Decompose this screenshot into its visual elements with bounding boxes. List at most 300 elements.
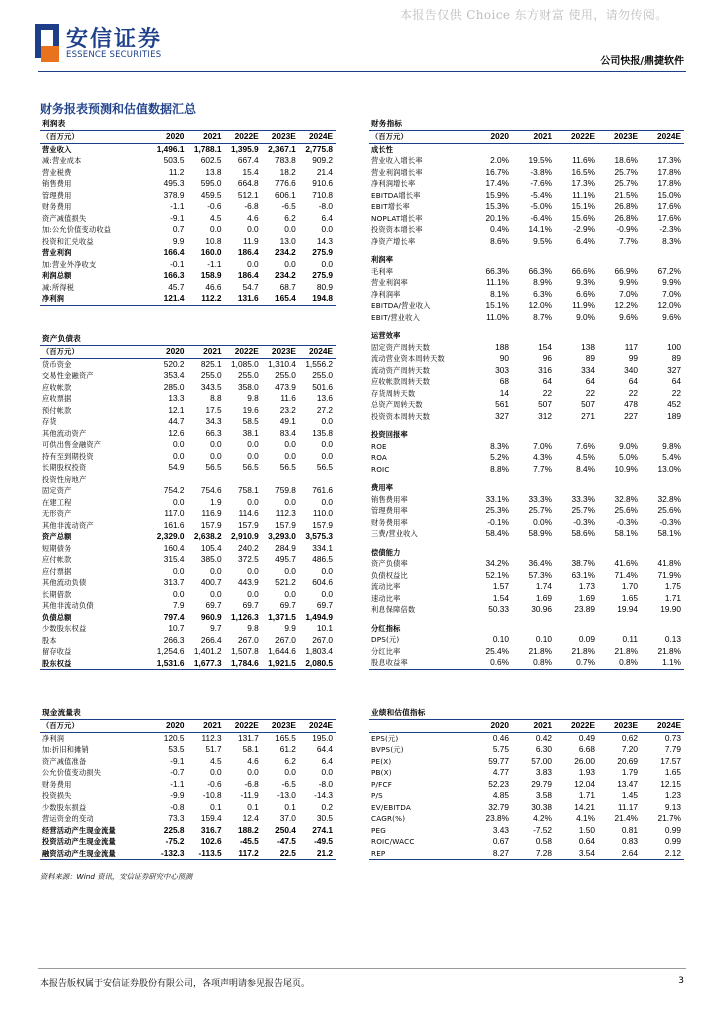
row-value: 14.3: [316, 235, 333, 246]
section-gap: [369, 422, 684, 429]
document-title: 财务报表预测和估值数据汇总: [40, 102, 197, 116]
row-value: 0.0: [247, 767, 259, 777]
row-value: 68.7: [279, 281, 296, 292]
row-value: -3.8%: [530, 166, 552, 177]
row-label: 资产减值准备: [42, 756, 87, 766]
table-row: [369, 300, 684, 312]
row-value: 0.0: [321, 450, 333, 461]
row-value: 7.0%: [619, 288, 638, 299]
row-value: 754.2: [163, 485, 185, 495]
row-value: 8.7%: [533, 311, 552, 322]
row-value: 12.0%: [657, 300, 681, 310]
row-label: 销售费用: [42, 179, 72, 188]
row-value: 112.2: [187, 293, 224, 305]
row-value: 0.0: [321, 439, 333, 449]
row-label: 净利润: [40, 293, 150, 305]
row-value: 8.9%: [533, 277, 552, 287]
row-value: 0.58: [535, 836, 552, 846]
year-header: 2021: [187, 346, 224, 359]
row-value: 7.7%: [619, 235, 638, 246]
row-value: 6.3%: [533, 288, 552, 299]
row-label: 存货: [42, 417, 57, 426]
row-value: 0.0: [284, 450, 296, 461]
row-value: 0.8%: [598, 657, 641, 669]
row-value: 157.9: [312, 519, 333, 530]
row-value: -6.8: [244, 201, 259, 211]
row-value: 0.0: [247, 224, 259, 234]
section-header: 分红指标: [371, 623, 401, 633]
row-value: 73.3: [168, 813, 185, 823]
row-value: 64.4: [316, 744, 333, 754]
row-value: 4.6: [247, 212, 259, 223]
row-value: -132.3: [150, 848, 187, 860]
row-value: 1,644.6: [268, 646, 296, 656]
row-value: 0.0: [284, 496, 296, 507]
row-value: 316.7: [200, 824, 222, 835]
row-value: 1,494.9: [305, 611, 333, 622]
row-value: 1,401.2: [193, 646, 222, 656]
section-header: 运营效率: [371, 331, 401, 340]
row-value: 57.00: [531, 755, 552, 766]
row-value: 1,531.6: [150, 658, 187, 670]
table-row: [40, 293, 336, 305]
row-value: 99: [628, 353, 638, 363]
row-label: 经营活动产生现金流量: [42, 825, 116, 835]
table-row: [369, 634, 684, 646]
table-row: [40, 155, 336, 167]
row-value: 1.75: [664, 581, 681, 591]
row-value: 6.4: [321, 212, 333, 223]
unit-label: （百万元）: [369, 131, 469, 144]
table-title-row: [369, 706, 684, 720]
table-row: [40, 658, 336, 670]
row-value: 271: [581, 410, 595, 421]
row-value: 1,784.6: [225, 658, 262, 670]
row-value: 2,775.8: [305, 143, 333, 154]
row-value: 521.2: [275, 577, 296, 587]
row-value: 20.1%: [485, 212, 509, 223]
column-header-row: [369, 720, 684, 733]
row-value: 602.5: [200, 155, 222, 165]
row-label: 持有至到期投资: [42, 451, 94, 461]
row-value: 10.1: [316, 623, 333, 633]
row-value: 21.2: [299, 848, 336, 860]
row-value: 41.8%: [657, 558, 681, 568]
row-value: 0.4%: [490, 224, 509, 234]
table-row: [40, 520, 336, 532]
table-row: [40, 577, 336, 589]
distribution-notice: 本报告仅供 Choice 东方财富 使用，请勿传阅。: [400, 8, 668, 22]
row-value: 13.8: [205, 166, 222, 177]
row-label: 营业利润率: [371, 278, 408, 287]
row-value: 121.4: [150, 293, 187, 305]
logo-english-name: ESSENCE SECURITIES: [66, 50, 162, 60]
row-value: 275.9: [312, 247, 333, 257]
row-value: -7.52: [533, 824, 552, 835]
row-label: 分红比率: [371, 646, 401, 656]
row-value: 0.0: [247, 565, 259, 576]
table-row: [369, 581, 684, 593]
row-value: 30.38: [531, 801, 552, 812]
section-header: 偿债能力: [371, 547, 401, 557]
table-title: 资产负债表: [40, 332, 336, 346]
row-value: 157.9: [200, 519, 222, 530]
table-row: [40, 531, 336, 543]
row-value: 240.2: [237, 542, 259, 553]
row-value: 267.0: [237, 634, 259, 645]
row-value: 138: [581, 341, 595, 352]
section-gap: [369, 475, 684, 482]
row-value: 64: [585, 376, 595, 386]
row-value: 11.6: [280, 393, 296, 403]
row-value: 58.1: [242, 744, 259, 754]
row-value: 501.6: [312, 381, 333, 392]
row-value: 2,638.2: [193, 531, 222, 541]
table-row: [369, 277, 684, 289]
row-value: 0.1: [247, 801, 259, 812]
section-gap: [369, 323, 684, 330]
row-label: 预付帐款: [42, 405, 72, 415]
row-value: 14: [499, 387, 509, 398]
row-value: 0.99: [664, 824, 682, 835]
row-value: 9.8: [247, 393, 259, 403]
section-header: 成长性: [371, 144, 394, 154]
row-value: 0.11: [622, 634, 638, 644]
table-row: [40, 767, 336, 779]
row-value: 21.4: [316, 166, 333, 177]
row-value: 6.30: [535, 744, 552, 754]
row-value: 117: [624, 341, 638, 352]
footer-rule: [38, 968, 686, 969]
row-value: 12.0%: [528, 300, 552, 310]
row-value: 69.7: [242, 600, 259, 610]
row-value: 131.6: [225, 293, 262, 305]
row-value: 2,329.0: [156, 531, 185, 541]
row-value: 443.9: [237, 577, 259, 587]
row-value: 0.0: [321, 258, 333, 269]
row-value: 9.5%: [533, 235, 552, 246]
row-value: 3.43: [492, 824, 509, 835]
table-row: [40, 543, 336, 555]
row-value: -9.9: [170, 790, 185, 800]
row-value: 0.0: [210, 767, 222, 777]
row-value: 30.96: [531, 604, 552, 614]
table-row: [369, 452, 684, 464]
unit-label: （百万元）: [40, 131, 150, 144]
row-value: 51.7: [205, 744, 222, 754]
row-value: 0.0: [247, 439, 259, 449]
row-label: ROE: [371, 441, 387, 451]
row-value: -8.0: [318, 778, 333, 789]
row-value: 14.1%: [528, 224, 552, 234]
row-value: 0.0: [172, 565, 185, 576]
row-label: 应付帐款: [42, 555, 72, 564]
row-label: 加:公允价值变动收益: [42, 225, 112, 234]
footer-disclaimer: 本报告版权属于安信证券股份有限公司，各项声明请参见报告尾页。: [40, 979, 311, 989]
page-number: 3: [678, 976, 684, 986]
table-row: [40, 270, 336, 282]
row-value: 154: [538, 341, 552, 352]
row-value: 507: [581, 399, 595, 409]
row-label: EV/EBITDA: [371, 802, 411, 812]
table-title: 业绩和估值指标: [369, 706, 684, 720]
row-value: -11.9: [240, 790, 259, 800]
row-value: 1.54: [492, 592, 509, 603]
table-row: [369, 353, 684, 365]
row-value: 561: [495, 399, 509, 409]
row-value: 36.4%: [528, 558, 552, 568]
row-value: 225.8: [163, 824, 185, 835]
row-value: 358.0: [237, 381, 259, 392]
row-value: 1,395.9: [230, 143, 259, 154]
row-value: 58.4%: [485, 528, 509, 538]
row-value: 13.0%: [657, 463, 681, 474]
row-value: 58.5: [242, 416, 259, 426]
table-row: [40, 178, 336, 190]
row-value: 58.1%: [657, 528, 681, 538]
row-label: 融资活动产生现金流量: [40, 848, 150, 860]
row-value: -0.3%: [659, 516, 681, 527]
row-value: 0.0: [172, 439, 185, 449]
row-value: 25.7%: [571, 505, 595, 515]
row-value: 58.6%: [571, 528, 595, 538]
row-value: 4.1%: [576, 813, 595, 823]
row-value: -5.4%: [530, 189, 552, 200]
column-header-row: [40, 346, 336, 359]
table-row: [40, 143, 336, 155]
row-value: 303: [495, 364, 509, 375]
year-header: 2023E: [598, 720, 641, 733]
row-value: 8.3%: [662, 235, 681, 246]
row-value: 64: [671, 376, 681, 386]
row-value: 21.8%: [614, 645, 638, 656]
section-header-row: [369, 143, 684, 155]
row-value: 0.13: [664, 634, 681, 644]
row-label: PE(X): [371, 756, 392, 766]
row-value: 59.77: [488, 755, 509, 766]
row-label: 其他流动资产: [42, 428, 87, 438]
row-value: 23.8%: [485, 813, 509, 823]
row-value: 13.0: [279, 235, 296, 246]
column-header-row: [40, 131, 336, 144]
row-value: 0.0: [284, 439, 296, 449]
row-value: -45.5: [239, 836, 259, 846]
row-label: 资产负债率: [371, 559, 408, 568]
row-value: 9.8%: [662, 440, 681, 451]
table-row: [40, 236, 336, 248]
table-row: [40, 744, 336, 756]
row-label: ROA: [371, 453, 388, 462]
table-row: [40, 405, 336, 417]
row-label: 货币资金: [42, 359, 72, 369]
row-value: 495.3: [163, 178, 185, 188]
row-value: 7.7%: [533, 463, 552, 474]
row-value: 15.1%: [485, 300, 509, 310]
row-value: 0.0: [210, 565, 222, 576]
row-label: 无形资产: [42, 509, 72, 518]
row-value: 37.0: [279, 813, 296, 823]
row-label: P/FCF: [371, 779, 393, 789]
row-value: 6.6%: [576, 288, 595, 299]
row-value: 21.8%: [657, 645, 681, 656]
row-value: 8.6%: [490, 235, 509, 246]
row-value: 56.5: [242, 462, 259, 472]
row-value: 7.0%: [662, 288, 681, 299]
row-value: 0.7%: [555, 657, 598, 669]
row-value: 9.7: [210, 623, 222, 633]
row-value: 595.0: [200, 178, 222, 188]
table-row: [40, 497, 336, 509]
row-value: -2.9%: [573, 224, 595, 234]
table-row: [369, 236, 684, 248]
table-title-row: [40, 332, 336, 346]
row-value: 1,085.0: [231, 358, 259, 369]
row-label: 固定资产周转天数: [371, 342, 431, 352]
year-header: 2024E: [641, 131, 684, 144]
row-value: 83.4: [279, 427, 296, 438]
row-value: 71.9%: [657, 569, 681, 580]
row-value: 120.5: [163, 732, 185, 743]
row-label: 营业收入: [42, 144, 72, 154]
row-value: 68: [499, 376, 509, 386]
row-value: 2,910.9: [231, 531, 259, 541]
row-label: 应收帐款周转天数: [371, 377, 431, 386]
table-row: [40, 382, 336, 394]
row-value: 7.6%: [576, 440, 595, 451]
row-value: 1.71: [664, 592, 681, 603]
row-value: 15.1%: [571, 201, 595, 211]
row-value: 90: [499, 353, 509, 363]
row-value: 17.3%: [657, 155, 681, 165]
row-value: 783.8: [275, 155, 296, 165]
row-label: 投资和汇兑收益: [42, 236, 94, 246]
row-value: 26.8%: [614, 201, 638, 211]
row-value: 6.4%: [576, 235, 595, 246]
row-value: 5.2%: [490, 452, 509, 462]
row-label: BVPS(元): [371, 745, 404, 754]
table-row: [369, 657, 684, 669]
table-row: [369, 388, 684, 400]
row-value: 0.0: [172, 450, 185, 461]
row-label: 资产总额: [42, 532, 72, 541]
table-row: [369, 593, 684, 605]
row-value: 52.1%: [485, 569, 509, 580]
row-value: 0.1: [210, 801, 222, 812]
row-value: 56.5: [205, 462, 222, 472]
row-value: 0.0: [247, 258, 259, 269]
row-value: -6.4%: [530, 212, 552, 223]
row-label: 营业收入增长率: [371, 156, 423, 165]
row-value: 6.2: [284, 755, 296, 766]
row-label: 营业利润增长率: [371, 167, 423, 177]
row-value: 960.9: [200, 611, 222, 622]
row-value: 17.3%: [571, 178, 595, 188]
row-value: 400.7: [200, 577, 222, 587]
row-value: 157.9: [237, 519, 259, 530]
row-value: 194.8: [299, 293, 336, 305]
row-value: 19.90: [660, 604, 681, 614]
row-label: 财务费用: [42, 779, 72, 789]
row-value: 23.89: [574, 604, 595, 614]
row-value: 1,507.8: [231, 646, 259, 656]
row-value: 825.1: [200, 358, 222, 369]
row-value: 25.4%: [485, 645, 509, 656]
row-value: 49.1: [279, 416, 296, 426]
row-value: 22: [671, 387, 681, 398]
row-value: 0.83: [621, 836, 638, 846]
table-row: [40, 612, 336, 624]
row-value: 275.9: [312, 270, 333, 280]
row-value: 96: [542, 353, 552, 363]
section-gap: [369, 540, 684, 547]
row-value: 1,803.4: [305, 646, 333, 656]
year-header: 2024E: [299, 131, 336, 144]
row-value: 1.71: [578, 790, 595, 800]
table-row: [40, 428, 336, 440]
row-value: 4.5: [210, 755, 222, 766]
table-row: [40, 836, 336, 848]
row-value: 188: [495, 341, 509, 352]
row-value: 41.6%: [614, 558, 638, 568]
row-value: -6.5: [281, 201, 296, 211]
table-row: [40, 623, 336, 635]
row-value: 66.3%: [485, 265, 509, 276]
row-value: 340: [624, 364, 638, 375]
row-value: 255.0: [275, 370, 296, 380]
row-label: PEG: [371, 825, 387, 835]
row-value: 69.7: [316, 600, 333, 610]
table-row: [40, 474, 336, 486]
row-label: 净利润: [42, 733, 65, 743]
row-value: 754.6: [200, 485, 222, 495]
row-value: 910.6: [312, 178, 333, 188]
row-value: 1.50: [578, 824, 595, 835]
row-value: 1.45: [621, 790, 638, 800]
table-row: [369, 376, 684, 388]
row-value: 3.54: [555, 848, 598, 860]
row-value: 9.0%: [576, 311, 595, 322]
row-value: -113.5: [187, 848, 224, 860]
row-value: [187, 474, 224, 486]
row-value: 0.0: [321, 224, 333, 234]
row-value: 227: [624, 410, 638, 421]
row-value: -8.0: [318, 201, 333, 211]
row-label: REP: [369, 848, 469, 860]
row-value: 13.6: [316, 393, 333, 403]
row-value: 0.0: [172, 496, 185, 507]
table-row: [369, 802, 684, 814]
row-value: 8.3%: [490, 440, 509, 451]
row-value: 2,367.1: [268, 143, 296, 154]
table-row: [40, 779, 336, 791]
table-row: [40, 848, 336, 860]
row-value: 507: [538, 399, 552, 409]
table-row: [40, 813, 336, 825]
year-header: 2022E: [555, 131, 598, 144]
table-row: [369, 494, 684, 506]
row-value: [225, 474, 262, 486]
table-row: [369, 213, 684, 225]
row-value: 503.5: [163, 155, 185, 165]
row-value: 58.9%: [528, 528, 552, 538]
row-label: EPS(元): [371, 733, 399, 743]
row-label: 财务费用率: [371, 517, 408, 527]
row-value: 2.64: [598, 848, 641, 860]
table-row: [40, 566, 336, 578]
unit-label: [369, 720, 469, 733]
year-header: 2023E: [598, 131, 641, 144]
gap-cell: [369, 616, 684, 623]
